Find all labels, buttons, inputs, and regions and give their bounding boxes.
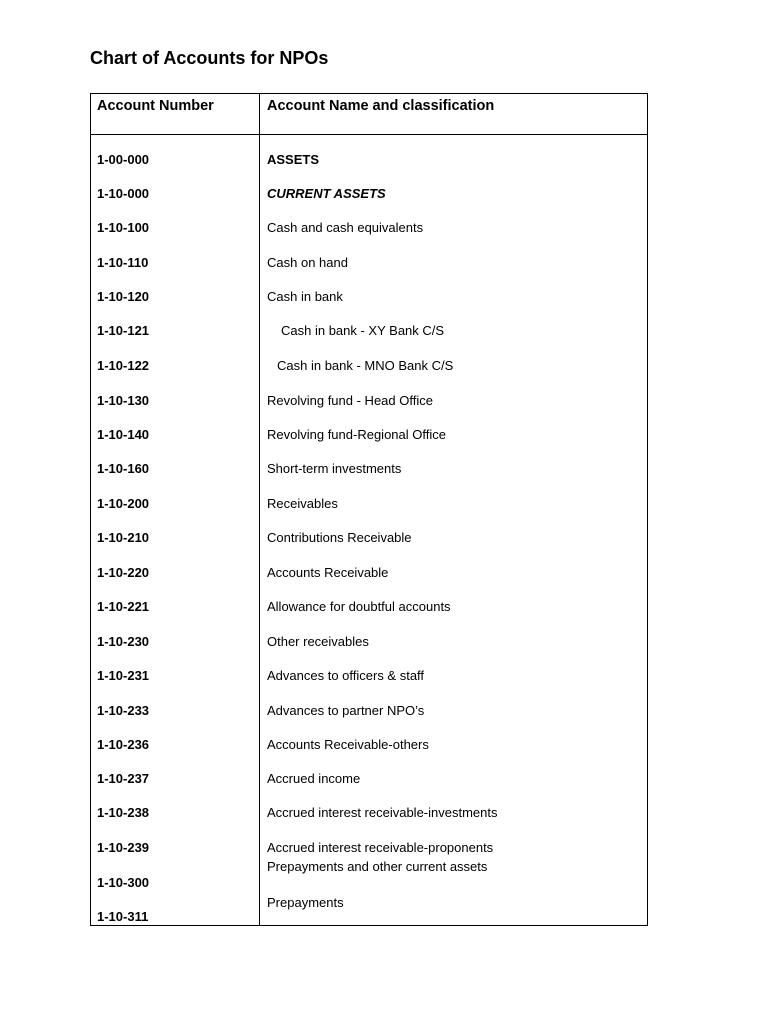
account-number: 1-10-311 [97, 909, 149, 924]
account-name: Short-term investments [267, 461, 402, 476]
account-number: 1-10-210 [97, 530, 150, 545]
account-name: Prepayments [267, 895, 344, 910]
account-number: 1-10-236 [97, 737, 150, 752]
account-number: 1-10-233 [97, 703, 150, 718]
account-name: Receivables [267, 496, 338, 511]
account-number: 1-10-130 [97, 393, 150, 408]
account-number: 1-00-000 [97, 152, 150, 167]
account-name: Other receivables [267, 634, 369, 649]
accounts-table [90, 93, 648, 926]
account-name: Revolving fund-Regional Office [267, 427, 446, 442]
account-number: 1-10-000 [97, 186, 150, 201]
account-name: Prepayments and other current assets [267, 859, 488, 874]
account-number: 1-10-237 [97, 771, 150, 786]
account-name: Cash in bank [267, 289, 343, 304]
account-number: 1-10-239 [97, 840, 150, 855]
account-number: 1-10-231 [97, 668, 150, 683]
account-number: 1-10-121 [97, 323, 150, 338]
account-name: Allowance for doubtful accounts [267, 599, 451, 614]
account-name: Accounts Receivable [267, 565, 389, 580]
account-number: 1-10-100 [97, 220, 150, 235]
account-name: Accrued income [267, 771, 361, 786]
account-name: Advances to partner NPO’s [267, 703, 425, 718]
account-number: 1-10-300 [97, 875, 150, 890]
account-name: Cash in bank - MNO Bank C/S [277, 358, 454, 373]
account-number: 1-10-122 [97, 358, 150, 373]
account-name: Advances to officers & staff [267, 668, 425, 683]
account-number: 1-10-220 [97, 565, 150, 580]
account-number: 1-10-221 [97, 599, 150, 614]
header-divider [91, 134, 647, 135]
account-number: 1-10-110 [97, 255, 149, 270]
account-number: 1-10-140 [97, 427, 150, 442]
account-number: 1-10-238 [97, 805, 150, 820]
header-account-name: Account Name and classification [267, 98, 495, 114]
account-name: Cash in bank - XY Bank C/S [281, 323, 445, 338]
account-name: Accounts Receivable-others [267, 737, 429, 752]
account-number: 1-10-160 [97, 461, 150, 476]
account-name: Cash on hand [267, 255, 348, 270]
document-title: Chart of Accounts for NPOs [90, 48, 329, 68]
account-name: Accrued interest receivable-proponents [267, 840, 494, 855]
account-name: Revolving fund - Head Office [267, 393, 433, 408]
account-number: 1-10-200 [97, 496, 150, 511]
header-account-number: Account Number [97, 98, 214, 114]
account-number: 1-10-120 [97, 289, 150, 304]
account-name: CURRENT ASSETS [267, 186, 386, 201]
account-name: Accrued interest receivable-investments [267, 805, 498, 820]
account-name: Contributions Receivable [267, 530, 412, 545]
account-number: 1-10-230 [97, 634, 150, 649]
account-name: Cash and cash equivalents [267, 220, 424, 235]
column-divider [259, 94, 260, 925]
account-name: ASSETS [267, 152, 320, 167]
